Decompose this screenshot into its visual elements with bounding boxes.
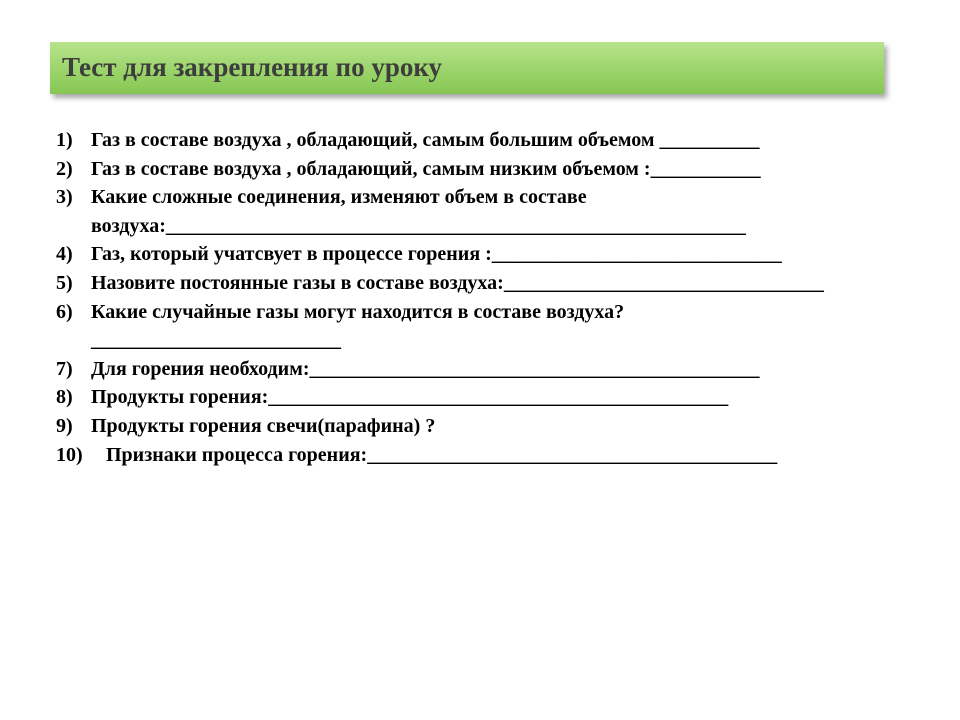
question-item (56, 298, 936, 355)
question-line: Газ, который учатсвует в процессе горения :_____________________________ (91, 243, 782, 266)
question-number: 7) (56, 357, 73, 380)
question-number: 1) (56, 129, 73, 151)
question-line: Для горения необходим:_____________________________________________ (91, 357, 760, 380)
question-text (91, 298, 624, 355)
question-list (56, 126, 936, 469)
question-text (91, 126, 759, 155)
question-item (56, 240, 936, 269)
question-line: Какие случайные газы могут находится в составе воздуха? (91, 300, 625, 323)
question-text (106, 441, 777, 470)
question-text (91, 155, 761, 184)
question-line: Признаки процесса горения:_________________________________________ (106, 443, 778, 466)
question-item (56, 355, 936, 384)
question-line: Продукты горения свечи(парафина) ? (91, 414, 436, 437)
question-item (56, 183, 936, 240)
question-line: Какие сложные соединения, изменяют объем в составе (91, 186, 587, 209)
question-item (56, 155, 936, 184)
question-text (91, 355, 759, 384)
question-item (56, 412, 936, 441)
question-line: Газ в составе воздуха , обладающий, самым большим объемом __________ (91, 129, 760, 151)
question-number: 3) (56, 186, 73, 209)
question-line: воздуха:__________________________________________________________ (91, 214, 746, 237)
question-text (91, 383, 728, 412)
question-item (56, 269, 936, 298)
question-number: 5) (56, 271, 73, 294)
question-line: Продукты горения:______________________________________________ (91, 386, 729, 409)
question-number: 2) (56, 157, 73, 180)
question-number: 4) (56, 243, 73, 266)
question-line: Газ в составе воздуха , обладающий, самым низким объемом :___________ (91, 157, 761, 180)
title-banner (50, 42, 884, 94)
slide-title: Тест для закрепления по уроку (62, 52, 443, 82)
question-number: 8) (56, 386, 73, 409)
question-text (91, 240, 782, 269)
question-item (56, 383, 936, 412)
question-number: 6) (56, 300, 73, 323)
question-text (91, 269, 824, 298)
question-item (56, 126, 936, 155)
question-line: _________________________ (91, 329, 341, 352)
question-text (91, 412, 435, 441)
question-line: Назовите постоянные газы в составе воздуха:________________________________ (91, 271, 824, 294)
question-text (91, 183, 746, 240)
question-item (56, 441, 936, 470)
question-number: 10) (56, 443, 83, 466)
question-number: 9) (56, 414, 73, 437)
